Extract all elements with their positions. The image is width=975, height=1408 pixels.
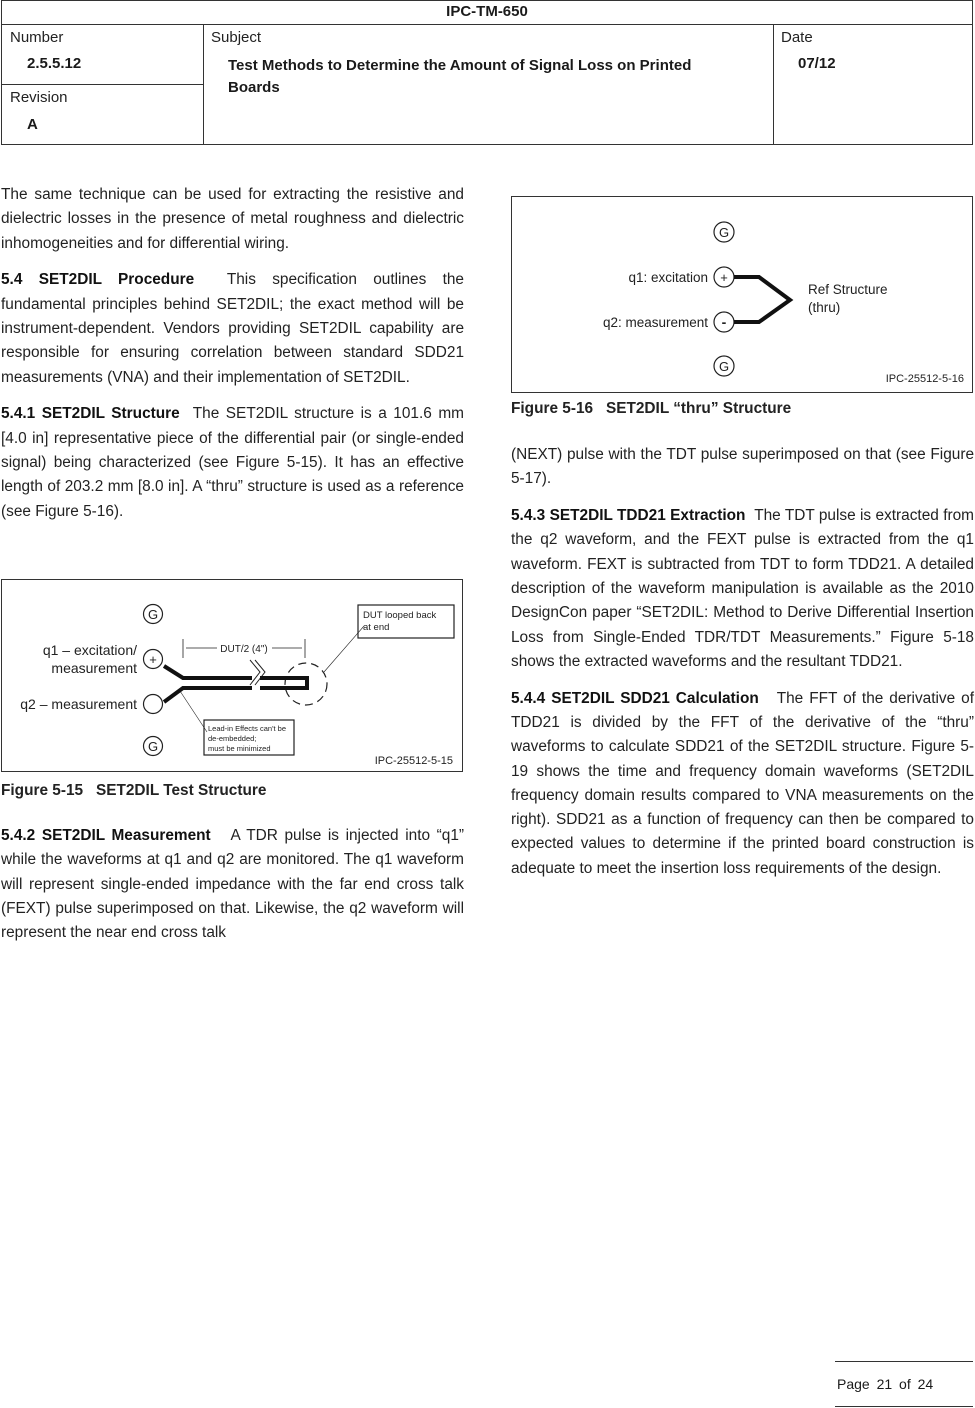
page-number: Page 21 of 24 <box>835 1361 973 1407</box>
section-body: The FFT of the derivative of TDD21 is divided by the FFT of the derivative of the “thru” waveforms to calculate SDD21 of the SET2DIL structure. Figure 5-19 shows the time and frequency domain waveforms (SET2DIL frequency domain results compared to VNA measurements on the right). SDD21 as a function of frequency can then be compared to expected values to determine if the printed board construction is adequate to meet the insertion loss requirements of the design. <box>511 689 974 877</box>
section-heading: 5.4.4 SET2DIL SDD21 Calculation <box>511 689 759 707</box>
section-body: A TDR pulse is injected into “q1” while the waveforms at q1 and q2 are monitored. The q1 waveform will represent single-ended impedance with the far end cross talk (FEXT) pulse superimposed on that. Likewise, the q2 waveform will represent the near end cross talk <box>1 827 465 942</box>
q1-label: q1: excitation <box>628 270 708 285</box>
test-structure-diagram <box>2 580 464 773</box>
section-heading: 5.4.1 SET2DIL Structure <box>1 405 180 423</box>
section-body: The TDT pulse is extracted from the q2 waveform, and the FEXT pulse is extracted from the q1 waveform. FEXT is subtracted from TDT to form TDD21. A detailed description of the waveform manipulation is available as the 2010 DesignCon paper “SET2DIL: Method to Derive Differential Insertion Loss from Single-Ended TDR/TDT Measurements.” Figure 5-18 shows the extracted waveforms and the resultant TDD21. <box>511 507 974 670</box>
caption-text: SET2DIL Test Structure <box>95 782 267 799</box>
revision-label: Revision <box>10 89 68 106</box>
subject-value: Test Methods to Determine the Amount of Signal Loss on Printed Boards <box>228 57 692 96</box>
header-title: IPC-TM-650 <box>2 1 972 25</box>
paragraph: The same technique can be used for extracting the resistive and dielectric losses in the presence of metal roughness and dielectric inhomogeneities and for differential wiring. <box>1 186 464 252</box>
section-heading: 5.4.2 SET2DIL Measurement <box>1 827 211 844</box>
figure-5-16-caption <box>511 400 791 418</box>
ref-structure-label-2: (thru) <box>808 300 841 315</box>
paragraph: (NEXT) pulse with the TDT pulse superimposed on that (see Figure 5-17). <box>511 446 974 488</box>
figure-id: IPC-25512-5-16 <box>885 373 964 385</box>
right-column <box>511 443 974 894</box>
left-column <box>1 183 464 536</box>
date-value: 07/12 <box>798 55 836 72</box>
section-5-4-2 <box>1 824 464 945</box>
section-heading: 5.4.3 SET2DIL TDD21 Extraction <box>511 507 746 525</box>
dimension-label: DUT/2 (4") <box>220 644 268 655</box>
subject-label: Subject <box>211 29 262 46</box>
section-5-4-3 <box>511 504 974 674</box>
ground-label: G <box>147 607 159 622</box>
ground-label: G <box>147 739 159 754</box>
ground-label: G <box>718 225 730 240</box>
section-body: The SET2DIL structure is a 101.6 mm [4.0 in] representative piece of the differential pair (or single-ended signal) being characterized (see Figure 5-15). It has an effective length of 203.2 mm [8.0 in]. A “thru” structure is used as a reference (see Figure 5-16). <box>1 405 464 520</box>
caption-number: Figure 5-16 <box>511 400 594 417</box>
plus-label: + <box>149 652 157 667</box>
callout-text: Lead-in Effects can't be <box>208 724 287 733</box>
thru-structure-diagram <box>512 197 974 394</box>
caption-number: Figure 5-15 <box>1 782 84 799</box>
left-column-lower <box>1 824 464 958</box>
q1-label: q1 – excitation/ <box>42 642 137 658</box>
figure-5-16 <box>511 196 973 393</box>
callout-text: de-embedded; <box>208 734 257 743</box>
revision-value: A <box>27 116 38 133</box>
number-value: 2.5.5.12 <box>27 55 82 72</box>
ref-structure-label: Ref Structure <box>808 282 888 297</box>
callout-text: at end <box>363 622 390 633</box>
section-5-4 <box>1 268 464 389</box>
plus-label: + <box>720 270 728 285</box>
q2-label: q2: measurement <box>602 315 708 330</box>
date-label: Date <box>781 29 813 46</box>
number-label: Number <box>10 29 64 46</box>
minus-label: - <box>721 314 727 330</box>
section-body: This specification outlines the fundamental principles behind SET2DIL; the exact method will be instrument-dependent. Vendors providing SET2DIL capability are responsible for ensuring correlation between standard SDD21 measurements (VNA) and their implementation of SET2DIL. <box>1 271 464 386</box>
q1-label-2: measurement <box>51 660 137 676</box>
document-header <box>1 0 973 145</box>
callout-text: must be minimized <box>208 744 271 753</box>
caption-text: SET2DIL “thru” Structure <box>605 400 792 417</box>
section-heading: 5.4 SET2DIL Procedure <box>1 271 195 289</box>
q2-label: q2 – measurement <box>20 696 137 712</box>
figure-5-15 <box>1 579 463 772</box>
ground-label: G <box>718 359 730 374</box>
figure-5-15-caption <box>1 782 266 800</box>
section-5-4-4 <box>511 687 974 881</box>
callout-text: DUT looped back <box>363 610 437 621</box>
section-5-4-1 <box>1 402 464 523</box>
figure-id: IPC-25512-5-15 <box>374 755 453 767</box>
